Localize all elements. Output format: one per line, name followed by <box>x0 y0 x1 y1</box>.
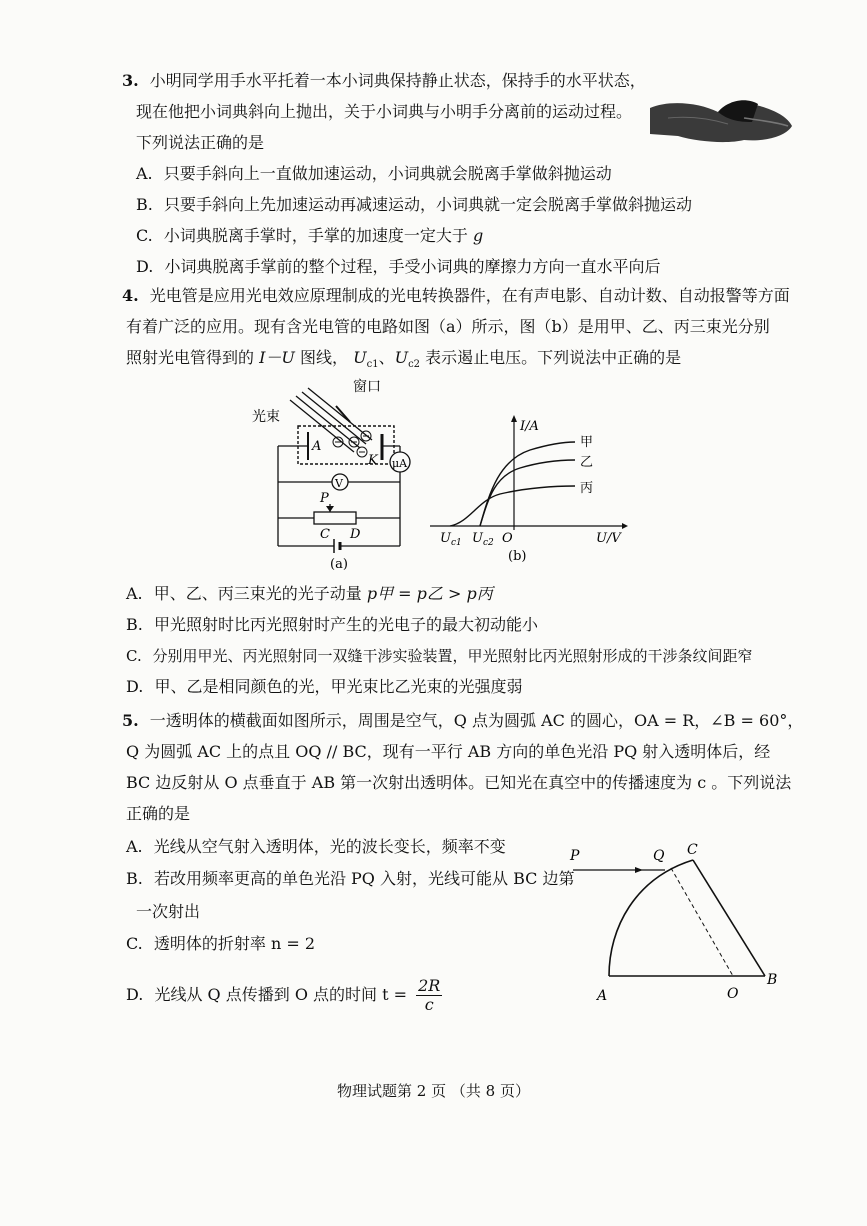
q3-stem-text-1: 小明同学用手水平托着一本小词典保持静止状态，保持手的水平状态， <box>149 71 646 90</box>
fig5-label-b: B <box>767 972 778 988</box>
q4-option-b-label: B. <box>126 615 143 634</box>
q5-stem-line-4: 正确的是 <box>126 804 191 823</box>
q3-option-b-label: B. <box>136 195 153 214</box>
q5-option-b-text: 若改用频率更高的单色光沿 PQ 入射，光线可能从 BC 边第 <box>153 869 575 888</box>
fig-b-uc2-label: $U_{c2}$ <box>472 531 494 548</box>
q4-stem-3-pre: 照射光电管得到的 <box>126 348 255 367</box>
q4-option-c-label: C. <box>126 647 142 665</box>
q4-number: 4. <box>122 286 139 305</box>
fig-a-window-label: 窗口 <box>353 379 381 395</box>
q3-option-c-symbol-g: g <box>472 226 484 245</box>
fig5-label-c: C <box>687 842 698 858</box>
q5-option-c-text: 透明体的折射率 n = 2 <box>153 934 316 953</box>
curve-jia <box>480 442 575 526</box>
q4-stem-line-2: 有着广泛的应用。现有含光电管的电路如图（a）所示，图（b）是用甲、乙、丙三束光分别 <box>126 317 770 336</box>
q3-option-b <box>136 194 692 216</box>
page-footer: 物理试题第 2 页 （共 8 页） <box>337 1082 530 1100</box>
q5-option-c-label: C. <box>126 934 143 953</box>
q4-option-c <box>126 645 753 667</box>
q5-figure <box>565 838 795 1008</box>
q5-option-b-cont: 一次射出 <box>136 902 201 921</box>
q5-option-d <box>126 977 442 1014</box>
fig-a-point-c-label: C <box>320 527 330 542</box>
q5-stem-line-3: BC 边反射从 O 点垂直于 AB 第一次射出透明体。已知光在真空中的传播速度为 c 。下列说法 <box>126 773 792 792</box>
fig5-label-o: O <box>727 986 739 1002</box>
q5-stem-line-2: Q 为圆弧 AC 上的点且 OQ // BC，现有一平行 AB 方向的单色光沿 PQ 射入透明体后，经 <box>126 742 771 761</box>
q5-option-b-label: B. <box>126 869 143 888</box>
fig-b-curve-label-bing: 丙 <box>580 481 594 496</box>
q4-stem-3-uc2-sub: c2 <box>408 359 421 371</box>
q4-stem-text-1: 光电管是应用光电效应原理制成的光电转换器件，在有声电影、自动计数、自动报警等方面 <box>149 286 790 305</box>
q5-option-d-fraction <box>416 977 442 1014</box>
fig5-label-p: P <box>570 848 580 864</box>
q5-option-d-denominator: c <box>424 995 434 1014</box>
fig-b-curve-label-jia: 甲 <box>580 435 594 450</box>
fig5-arc-ac <box>609 860 693 976</box>
fig-b-x-axis-label: U/V <box>596 531 621 546</box>
q3-stem-line-3: 下列说法正确的是 <box>136 133 265 152</box>
fig-a-voltmeter-label: V <box>335 477 343 490</box>
q3-option-c-text: 小词典脱离手掌时，手掌的加速度一定大于 <box>163 226 468 245</box>
fig-a-caption: (a) <box>330 557 348 572</box>
q5-option-d-label: D. <box>126 985 144 1004</box>
q5-option-a-text: 光线从空气射入透明体，光的波长变长，频率不变 <box>153 837 506 856</box>
q5-option-b <box>126 868 574 890</box>
curve-bing <box>450 486 575 526</box>
q4-stem-3-mid: 图线， <box>300 348 349 367</box>
q4-option-a <box>126 583 493 605</box>
q3-option-c-label: C. <box>136 226 153 245</box>
q5-number: 5. <box>122 711 139 730</box>
q4-option-a-label: A. <box>126 584 143 603</box>
curve-yi <box>480 460 575 526</box>
q3-number: 3. <box>122 71 139 90</box>
q4-stem-3-sep: 、 <box>378 348 395 367</box>
q3-option-c <box>136 225 483 247</box>
fig-b-origin-label: O <box>502 531 513 546</box>
fig-a-point-d-label: D <box>350 527 361 542</box>
fig-b-y-axis-label: I/A <box>520 419 539 434</box>
fig-b-curve-label-yi: 乙 <box>580 455 594 470</box>
q3-option-a-text: 只要手斜向上一直做加速运动，小词典就会脱离手掌做斜抛运动 <box>163 164 612 183</box>
q5-stem-text-1: 一透明体的横截面如图所示，周围是空气，Q 点为圆弧 AC 的圆心，OA = R，∠B = 60°， <box>149 711 804 730</box>
q5-option-a-label: A. <box>126 837 143 856</box>
q4-option-a-text: 甲、乙、丙三束光的光子动量 <box>153 584 362 603</box>
hand-with-dictionary-image <box>648 78 794 150</box>
q5-option-c <box>126 933 315 955</box>
fig-a-anode-label: A <box>312 439 322 454</box>
q4-figure-a-circuit <box>250 378 430 573</box>
q3-option-d <box>136 256 660 278</box>
q3-option-d-label: D. <box>136 257 154 276</box>
q4-option-c-text: 分别用甲光、丙光照射同一双缝干涉实验装置，甲光照射比丙光照射形成的干涉条纹间距窄 <box>152 647 753 665</box>
q4-stem-line-1 <box>122 285 790 307</box>
q5-option-a <box>126 836 506 858</box>
fig-a-slider-p-label: P <box>320 491 329 506</box>
q4-option-d-text: 甲、乙是相同颜色的光，甲光束比乙光束的光强度弱 <box>154 677 523 696</box>
fig-a-microammeter-label: μA <box>392 457 408 470</box>
q4-stem-3-post: 表示遏止电压。下列说法中正确的是 <box>425 348 682 367</box>
fig-b-caption: (b) <box>508 549 527 564</box>
q3-option-d-text: 小词典脱离手掌前的整个过程，手受小词典的摩擦力方向一直水平向后 <box>164 257 661 276</box>
q4-stem-3-uc1-sub: c1 <box>366 359 379 371</box>
q3-stem-line-1 <box>122 70 646 92</box>
q4-stem-3-uc1: U <box>353 348 367 367</box>
q3-option-a <box>136 163 612 185</box>
q3-option-a-label: A. <box>136 164 153 183</box>
q4-figure-b-graph <box>430 410 630 570</box>
q4-option-d-label: D. <box>126 677 144 696</box>
fig5-label-q: Q <box>653 848 665 864</box>
fig-b-uc1-label: $U_{c1}$ <box>440 531 462 548</box>
q5-option-d-numerator: 2R <box>418 976 441 995</box>
q5-option-d-text: 光线从 Q 点传播到 O 点的时间 t = <box>154 985 408 1004</box>
q3-option-b-text: 只要手斜向上先加速运动再减速运动，小词典就一定会脱离手掌做斜抛运动 <box>163 195 692 214</box>
q4-stem-line-3 <box>126 347 681 376</box>
q3-stem-line-2: 现在他把小词典斜向上抛出，关于小词典与小明手分离前的运动过程。 <box>136 102 633 121</box>
q4-option-d <box>126 676 522 698</box>
fig-a-beam-label: 光束 <box>252 409 280 425</box>
fig5-label-a: A <box>597 988 608 1004</box>
fig-a-cathode-label: K <box>368 453 378 468</box>
q5-stem-line-1 <box>122 710 803 732</box>
q4-option-a-math: p甲 = p乙 > p丙 <box>366 584 493 603</box>
q4-stem-3-iu: I－U <box>259 348 295 367</box>
q4-stem-3-uc2: U <box>394 348 409 367</box>
q4-option-b <box>126 614 538 636</box>
q4-option-b-text: 甲光照射时比丙光照射时产生的光电子的最大初动能小 <box>153 615 538 634</box>
